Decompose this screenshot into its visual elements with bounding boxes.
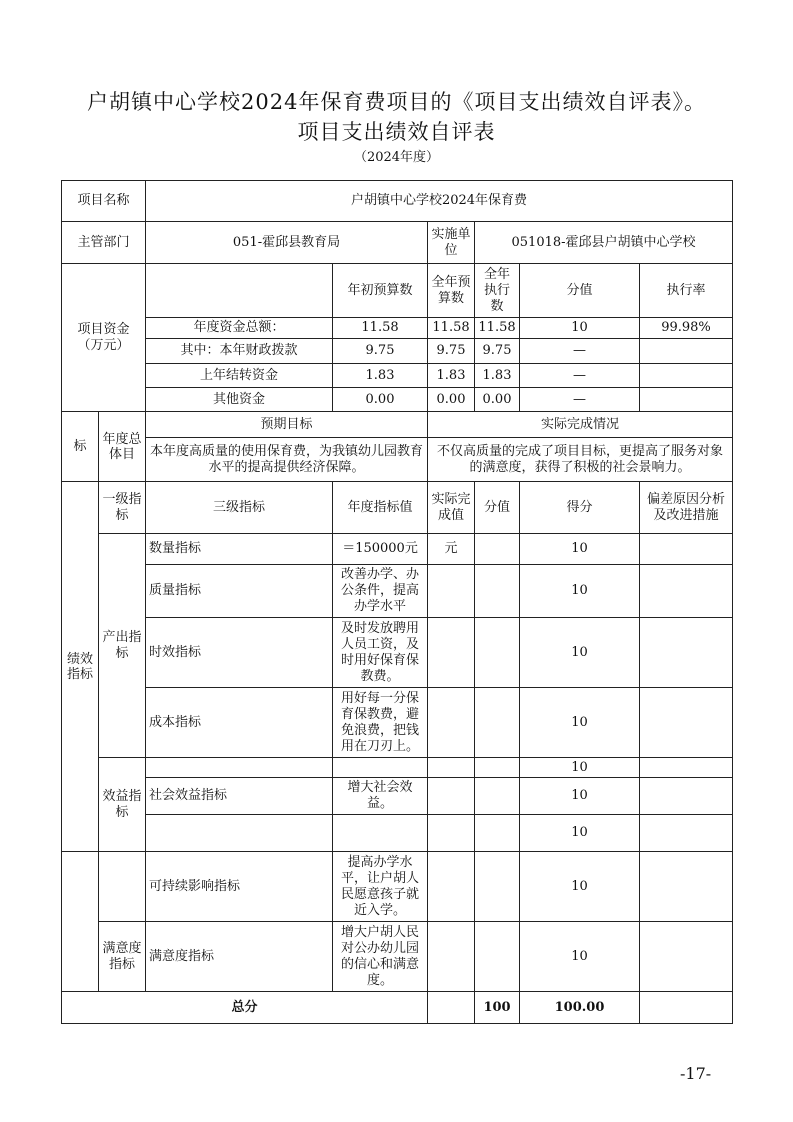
project-name-value: 户胡镇中心学校2024年保育费 <box>146 181 733 222</box>
indicator-deviation <box>640 758 733 778</box>
funds-row-label: 年度资金总额： <box>146 318 333 339</box>
goals-side-label-b: 年度总体目 <box>99 412 146 482</box>
indicator-deviation <box>640 852 733 922</box>
indicator-score: 10 <box>520 758 640 778</box>
form-year: （2024年度） <box>353 150 440 165</box>
indicator-points <box>475 852 520 922</box>
indicators-header-target: 年度指标值 <box>333 482 428 534</box>
indicators-header-deviation: 偏差原因分析及改进措施 <box>640 482 733 534</box>
funds-row-initial: 1.83 <box>333 364 428 388</box>
department-row <box>62 222 733 264</box>
funds-row-label: 其中：本年财政拨款 <box>146 339 333 364</box>
funds-row-executed: 9.75 <box>475 339 520 364</box>
funds-row-initial: 11.58 <box>333 318 428 339</box>
indicator-score: 10 <box>520 534 640 565</box>
indicator-target <box>333 758 428 778</box>
indicator-row <box>62 565 733 618</box>
indicator-name: 可持续影响指标 <box>146 852 333 922</box>
funds-row-rate <box>640 339 733 364</box>
funds-row-annual: 11.58 <box>428 318 475 339</box>
indicator-row <box>62 922 733 992</box>
indicator-score: 10 <box>520 688 640 758</box>
goals-expected-text: 本年度高质量的使用保育费，为我镇幼儿园教育水平的提高提供经济保障。 <box>146 438 428 482</box>
indicator-actual <box>428 565 475 618</box>
indicator-points <box>475 815 520 852</box>
indicator-score: 10 <box>520 815 640 852</box>
indicator-target: ＝150000元 <box>333 534 428 565</box>
indicator-score: 10 <box>520 852 640 922</box>
funds-row-points: — <box>520 339 640 364</box>
funds-row-annual: 9.75 <box>428 339 475 364</box>
funds-row-rate <box>640 388 733 412</box>
total-actual <box>428 992 475 1024</box>
funds-row <box>62 339 733 364</box>
document-title: 户胡镇中心学校2024年保育费项目的《项目支出绩效自评表》。 <box>87 90 706 114</box>
funds-row-rate <box>640 364 733 388</box>
indicators-header-row <box>62 482 733 534</box>
goals-header-row <box>62 412 733 438</box>
self-evaluation-table <box>61 180 733 1024</box>
indicator-target: 及时发放聘用人员工资，及时用好保育保教费。 <box>333 618 428 688</box>
indicator-name: 数量指标 <box>146 534 333 565</box>
indicator-row <box>62 758 733 778</box>
indicators-header-score: 得分 <box>520 482 640 534</box>
implementing-unit-label: 实施单位 <box>428 222 475 264</box>
department-value: 051-霍邱县教育局 <box>146 222 428 264</box>
indicator-name: 质量指标 <box>146 565 333 618</box>
funds-header-executed: 全年执行数 <box>475 264 520 318</box>
indicators-header-actual: 实际完成值 <box>428 482 475 534</box>
funds-header-rate: 执行率 <box>640 264 733 318</box>
indicator-row <box>62 778 733 815</box>
indicator-actual <box>428 778 475 815</box>
funds-header-initial: 年初预算数 <box>333 264 428 318</box>
funds-row-points: — <box>520 388 640 412</box>
indicator-target: 改善办学、办公条件，提高办学水平 <box>333 565 428 618</box>
project-name-label: 项目名称 <box>62 181 146 222</box>
indicator-score: 10 <box>520 778 640 815</box>
funds-row <box>62 388 733 412</box>
indicator-deviation <box>640 534 733 565</box>
total-row <box>62 992 733 1024</box>
indicator-row <box>62 534 733 565</box>
funds-row-annual: 1.83 <box>428 364 475 388</box>
indicator-name: 社会效益指标 <box>146 778 333 815</box>
funds-row-initial: 0.00 <box>333 388 428 412</box>
indicator-row <box>62 815 733 852</box>
output-level1-label: 产出指标 <box>99 534 146 758</box>
indicators-header-level3: 三级指标 <box>146 482 333 534</box>
funds-row <box>62 318 733 339</box>
project-name-row <box>62 181 733 222</box>
indicator-points <box>475 758 520 778</box>
indicator-deviation <box>640 922 733 992</box>
indicator-deviation <box>640 565 733 618</box>
indicator-actual: 元 <box>428 534 475 565</box>
indicator-row <box>62 852 733 922</box>
indicator-deviation <box>640 778 733 815</box>
benefit-level1-label: 效益指标 <box>99 758 146 852</box>
funds-row-label: 上年结转资金 <box>146 364 333 388</box>
funds-label: 项目资金（万元） <box>62 264 146 412</box>
indicator-score: 10 <box>520 618 640 688</box>
funds-row-annual: 0.00 <box>428 388 475 412</box>
indicator-points <box>475 922 520 992</box>
indicator-target: 增大户胡人民对公办幼儿园的信心和满意度。 <box>333 922 428 992</box>
funds-header-annual: 全年预算数 <box>428 264 475 318</box>
indicator-target: 增大社会效益。 <box>333 778 428 815</box>
total-points: 100 <box>475 992 520 1024</box>
satisfaction-level1-label: 满意度指标 <box>99 922 146 992</box>
indicator-row <box>62 688 733 758</box>
indicator-target: 提高办学水平，让户胡人民愿意孩子就近入学。 <box>333 852 428 922</box>
goals-side-label-a: 标 <box>62 412 99 482</box>
indicator-points <box>475 565 520 618</box>
goals-actual-header: 实际完成情况 <box>428 412 733 438</box>
funds-row-executed: 11.58 <box>475 318 520 339</box>
page-number: -17- <box>680 1064 712 1083</box>
indicator-actual <box>428 688 475 758</box>
funds-header-points: 分值 <box>520 264 640 318</box>
funds-row-executed: 0.00 <box>475 388 520 412</box>
indicator-score: 10 <box>520 565 640 618</box>
total-score: 100.00 <box>520 992 640 1024</box>
funds-header-blank <box>146 264 333 318</box>
indicators-header-points: 分值 <box>475 482 520 534</box>
goals-actual-text: 不仅高质量的完成了项目目标，更提高了服务对象的满意度，获得了积极的社会景响力。 <box>428 438 733 482</box>
funds-row <box>62 364 733 388</box>
department-label: 主管部门 <box>62 222 146 264</box>
indicator-points <box>475 688 520 758</box>
indicator-name: 成本指标 <box>146 688 333 758</box>
indicator-deviation <box>640 618 733 688</box>
funds-row-initial: 9.75 <box>333 339 428 364</box>
indicators-side-label: 绩效指标 <box>62 482 99 852</box>
indicator-target: 用好每一分保育保教费，避免浪费，把钱用在刀刃上。 <box>333 688 428 758</box>
indicator-name: 时效指标 <box>146 618 333 688</box>
indicator-actual <box>428 815 475 852</box>
sustain-level1-blank <box>99 852 146 922</box>
indicator-deviation <box>640 688 733 758</box>
total-deviation <box>640 992 733 1024</box>
indicator-actual <box>428 618 475 688</box>
funds-row-points: — <box>520 364 640 388</box>
funds-row-points: 10 <box>520 318 640 339</box>
funds-header-row <box>62 264 733 318</box>
goals-expected-header: 预期目标 <box>146 412 428 438</box>
indicator-name: 满意度指标 <box>146 922 333 992</box>
indicator-actual <box>428 758 475 778</box>
implementing-unit-value: 051018-霍邱县户胡镇中心学校 <box>475 222 733 264</box>
indicator-actual <box>428 852 475 922</box>
indicator-deviation <box>640 815 733 852</box>
indicator-points <box>475 618 520 688</box>
indicator-score: 10 <box>520 922 640 992</box>
funds-row-executed: 1.83 <box>475 364 520 388</box>
goals-content-row <box>62 438 733 482</box>
funds-row-rate: 99.98% <box>640 318 733 339</box>
indicator-points <box>475 534 520 565</box>
indicator-name <box>146 758 333 778</box>
form-title: 项目支出绩效自评表 <box>297 120 496 144</box>
indicators-side-blank <box>62 852 99 992</box>
indicator-target <box>333 815 428 852</box>
total-label: 总分 <box>62 992 428 1024</box>
indicator-name <box>146 815 333 852</box>
indicator-row <box>62 618 733 688</box>
indicator-actual <box>428 922 475 992</box>
indicator-points <box>475 778 520 815</box>
indicators-header-level1: 一级指标 <box>99 482 146 534</box>
funds-row-label: 其他资金 <box>146 388 333 412</box>
